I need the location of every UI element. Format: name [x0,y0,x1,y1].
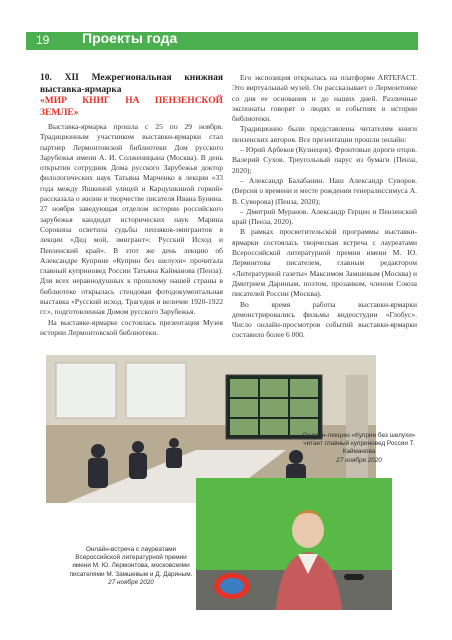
article-paragraph: Традиционно были представлены читателям книги пензенских авторов. Все презентации прошли онлайн: [232,124,417,144]
article-column-right [232,73,417,341]
article-column-left [40,73,223,338]
article-paragraph: В рамках просветительской программы выставки-ярмарки состоялась творческая встреча с лауреатами Всероссийской литературной премии имени М. Ю. Лермонтова писателем, главным редактором «Литературной газеты» Максимом Замшевым (Москва) и Дмитрием Дариным, поэтом, прозаиком, членом Союза писателей России (Москва). [232,227,417,299]
photo-lecturer-illustration [196,478,392,610]
caption-text: Онлайн-встреча с лауреатами Всероссийской литературной премии имени М. Ю. Лермонтова, московскими писателями М. Замшевым и Д. Дариным. [69,546,193,578]
article-paragraph: Выставка-ярмарка прошла с 25 по 29 ноября. Традиционным участником выставки-ярмарки стал партнер Лермонтовской библиотеки Дом русского Зарубежья имени А. И. Солженицына (Москва). В день открытия сотрудник Дома русского Зарубежья доктор филологических наук Татьяна Марченко в лекции «33 года между Яшкиной улицей и Карцушкиной горкой» рассказала о жизни и творчестве писателя Ивана Бунина. 27 ноября заведующая отделом истории российского зарубежья кандидат исторических наук Марина Сорокина осветила судьбы пензяков-эмигрантов в лекции «Дед мой, эмигрант»: Русский Исход и Пензенский край». В этот же день лекцию об Александре Куприне «Куприн без шелухи» прочитала главный куприновед России Татьяна Кайманова (Пенза). Для всех неравнодушных к прошлому нашей страны в библиотеке открылась стендовая фотодокументальная выставка «Русский исход. Трагедия и величие 1920-1922 гг.», подготовленная Домом русского Зарубежья. [40,122,223,317]
article-title-main: XII Межрегиональная книжная выставка-ярмарка [40,73,224,95]
article-title [40,73,223,119]
article-number: 10. [40,73,52,83]
article-title-highlight: «МИР КНИГ НА ПЕНЗЕНСКОЙ ЗЕМЛЕ» [40,96,223,118]
photo-lecturer [196,478,392,610]
article-paragraph: – Дмитрий Муранов. Александр Герцен и Пензенский край (Пенза, 2020). [232,206,417,227]
photo-caption-right [300,432,418,465]
article-paragraph: Во время работы выставки-ярмарки демонстрировались фильмы видеостудии «Глобус». Число онлайн-просмотров событий выставки-ярмарки составило более 6 000. [232,299,417,340]
article-paragraph: – Александр Балабанин. Наш Александр Суворов. (Версия о времени и месте рождения генералиссимуса А. В. Суворова) (Пенза, 2020); [232,175,417,206]
page-number: 19 [36,33,50,47]
article-paragraph: – Юрий Арбеков (Кузнецов). Фронтовые дороги отцов. Валерий Сухов. Треугольный парус из бумаги (Пенза, 2020); [232,145,417,175]
photo-caption-left [66,546,196,587]
caption-text: Онлайн-лекцию «Куприн без шелухи» читает главный куприновед России Т. Кайманова [302,432,416,456]
article-paragraph: Его экспозиция открылась на платформе ARTEFACT. Это виртуальный музей. Он рассказывает о Лермонтовке со дня ее основания и до наших дней. Различные экспонаты говорят о людях и событиях в истории библиотеки. [232,73,417,124]
article-paragraph: На выставке-ярмарке состоялась презентация Музея истории Лермонтовской библиотеки. [40,317,223,337]
section-title: Проекты года [82,30,178,46]
caption-date: 27 ноября 2020 [108,578,154,586]
caption-date: 27 ноября 2020 [336,456,382,464]
